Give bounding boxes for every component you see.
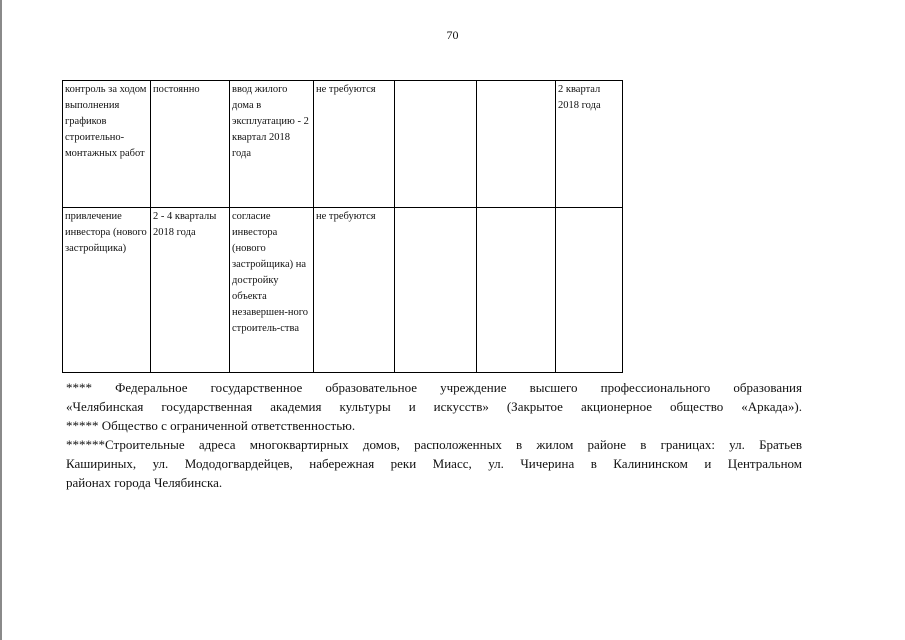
table-cell: привлечение инвестора (нового застройщика) bbox=[63, 208, 151, 373]
table-cell: согласие инвестора (нового застройщика) на достройку объекта незавершен-ного строитель-ства bbox=[230, 208, 314, 373]
table-cell: постоянно bbox=[151, 81, 230, 208]
table-cell bbox=[395, 81, 477, 208]
footnote-4-line-2: «Челябинская государственная академия культуры и искусств» (Закрытое акционерное общество «Аркада»). bbox=[66, 399, 802, 414]
footnote-4-line-1: **** Федеральное государственное образовательное учреждение высшего профессионального образования bbox=[66, 380, 802, 395]
page-number: 70 bbox=[446, 28, 459, 42]
table-cell: контроль за ходом выполнения графиков строительно-монтажных работ bbox=[63, 81, 151, 208]
table-cell bbox=[556, 208, 623, 373]
table-cell: не требуются bbox=[314, 81, 395, 208]
page-edge bbox=[0, 0, 2, 640]
table-cell bbox=[477, 81, 556, 208]
footnote-6-line-1: ******Строительные адреса многоквартирных домов, расположенных в жилом районе в границах: ул. Братьев bbox=[66, 437, 802, 452]
table-cell: ввод жилого дома в эксплуатацию - 2 квартал 2018 года bbox=[230, 81, 314, 208]
table-cell: 2 - 4 кварталы 2018 года bbox=[151, 208, 230, 373]
table-row bbox=[63, 81, 623, 208]
schedule-table bbox=[62, 80, 623, 373]
footnote-6-line-2: Кашириных, ул. Мододогвардейцев, набережная реки Миасс, ул. Чичерина в Калининском и Центральном bbox=[66, 456, 802, 471]
footnotes bbox=[66, 378, 802, 492]
table-cell bbox=[477, 208, 556, 373]
footnote-6-line-3: районах города Челябинска. bbox=[66, 475, 223, 490]
footnote-5: ***** Общество с ограниченной ответственностью. bbox=[66, 418, 356, 433]
table-row bbox=[63, 208, 623, 373]
table-cell bbox=[395, 208, 477, 373]
table-cell: 2 квартал 2018 года bbox=[556, 81, 623, 208]
table-cell: не требуются bbox=[314, 208, 395, 373]
